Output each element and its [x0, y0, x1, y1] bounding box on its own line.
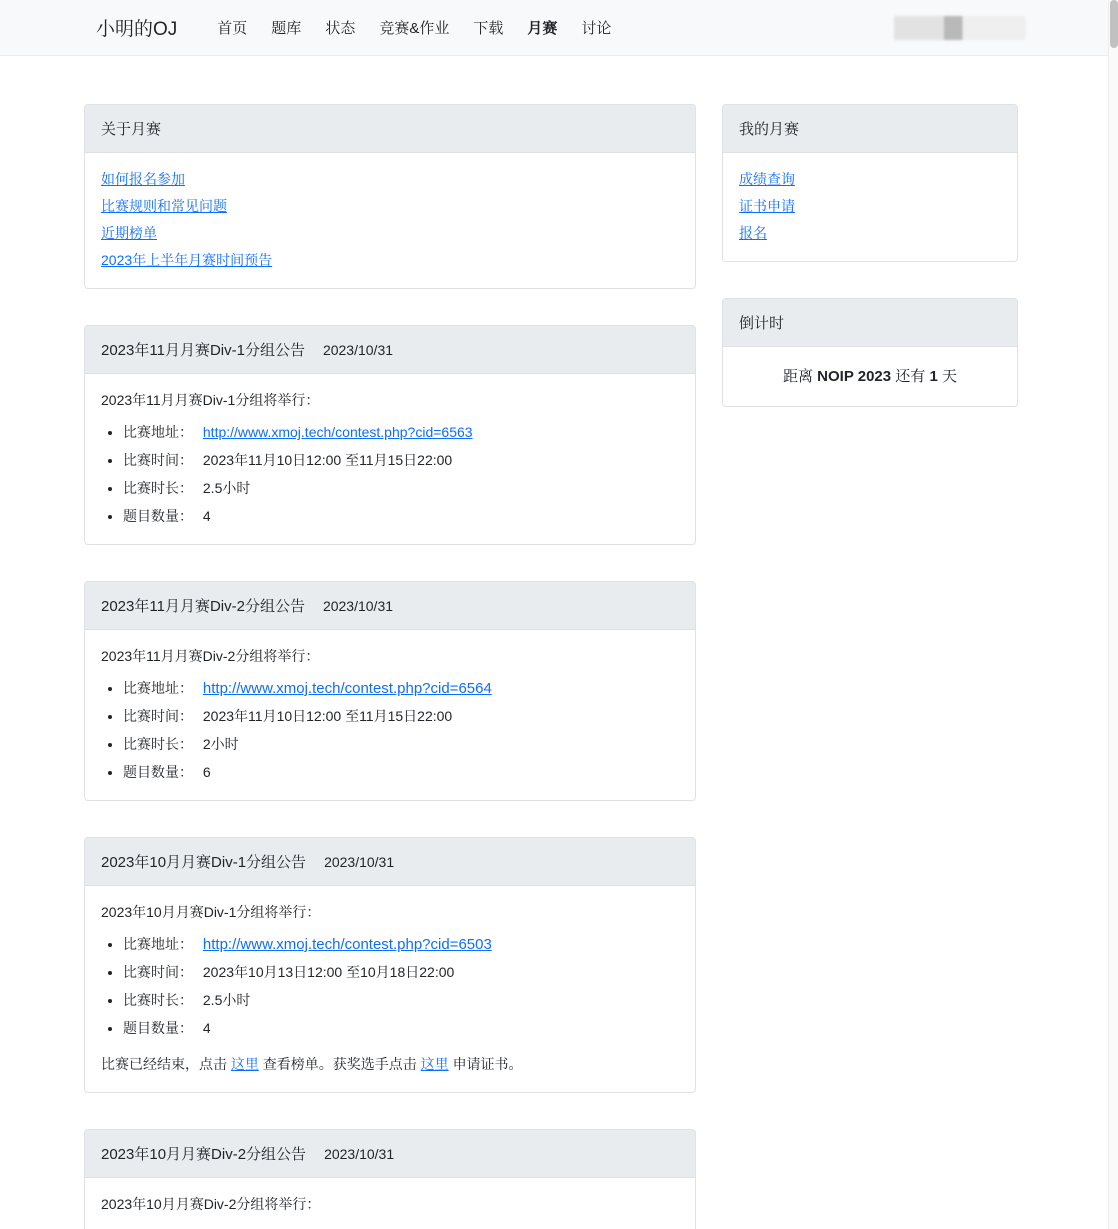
- detail-count: [123, 1018, 679, 1038]
- nav-item-contest-homework[interactable]: 竞赛&作业: [379, 20, 450, 37]
- about-card-title: 关于月赛: [101, 121, 162, 138]
- detail-time-label: 比赛时间：: [123, 452, 193, 468]
- detail-time: [123, 962, 679, 982]
- detail-time-value: 2023年11月10日12:00 至11月15日22:00: [202, 452, 453, 468]
- user-account-redacted[interactable]: [894, 16, 1026, 40]
- announcement-body: [85, 886, 695, 1092]
- detail-duration-value: 2.5小时: [202, 480, 251, 496]
- contest-url-link[interactable]: http://www.xmoj.tech/contest.php?cid=6563: [202, 424, 473, 440]
- announcement-footer: [101, 1054, 679, 1074]
- announcement-body: [85, 630, 695, 800]
- about-card-header: [85, 105, 695, 153]
- countdown-days: 1: [929, 368, 938, 385]
- detail-address: [123, 678, 679, 698]
- nav-item-problems[interactable]: 题库: [271, 20, 302, 37]
- announcement-intro: 2023年11月月赛Div-2分组将举行：: [101, 648, 320, 664]
- navbar-items: [205, 9, 623, 46]
- detail-count: [123, 506, 679, 526]
- about-link-recent-rank[interactable]: 近期榜单: [101, 225, 157, 241]
- footer-text-part3: 申请证书。: [452, 1056, 523, 1072]
- detail-count-label: 题目数量：: [123, 764, 193, 780]
- footer-certificate-link[interactable]: 这里: [420, 1056, 449, 1072]
- detail-address-label: 比赛地址：: [123, 936, 193, 952]
- side-column: [722, 104, 1018, 443]
- announcement-card: [84, 1129, 696, 1229]
- announcement-date: 2023/10/31: [324, 1146, 395, 1162]
- my-contest-header: [723, 105, 1017, 153]
- nav-item-monthly-contest[interactable]: 月赛: [527, 20, 558, 37]
- countdown-header: [723, 299, 1017, 347]
- announcement-title: 2023年11月月赛Div-2分组公告: [101, 598, 305, 615]
- detail-duration-label: 比赛时长：: [123, 992, 193, 1008]
- countdown-middle: 还有: [895, 368, 926, 385]
- countdown-title: 倒计时: [739, 315, 785, 332]
- my-contest-card: [722, 104, 1018, 262]
- detail-time-value: 2023年10月13日12:00 至10月18日22:00: [202, 964, 455, 980]
- detail-duration: [123, 990, 679, 1010]
- countdown-suffix: 天: [942, 368, 958, 385]
- announcement-detail-list: [101, 934, 679, 1038]
- footer-text-part1: 比赛已经结束，点击: [101, 1056, 227, 1072]
- my-contest-title: 我的月赛: [739, 121, 800, 138]
- announcement-body: [85, 1178, 695, 1229]
- announcement-card: [84, 581, 696, 801]
- countdown-body: [723, 347, 1017, 406]
- announcement-title: 2023年11月月赛Div-1分组公告: [101, 342, 305, 359]
- main-column: [84, 104, 696, 1229]
- detail-count-value: 6: [202, 764, 211, 780]
- announcement-title: 2023年10月月赛Div-2分组公告: [101, 1146, 307, 1163]
- my-contest-link-register[interactable]: 报名: [739, 225, 767, 241]
- announcement-date: 2023/10/31: [322, 598, 394, 614]
- page-scrollbar[interactable]: [1108, 0, 1118, 1229]
- detail-duration-value: 2.5小时: [202, 992, 251, 1008]
- about-link-how-to-register[interactable]: 如何报名参加: [101, 171, 185, 187]
- detail-count-label: 题目数量：: [123, 1020, 193, 1036]
- announcement-card: [84, 325, 696, 545]
- navbar-user-area: [894, 16, 1026, 40]
- detail-duration-label: 比赛时长：: [123, 480, 193, 496]
- announcement-intro: 2023年10月月赛Div-1分组将举行：: [101, 904, 321, 920]
- detail-time: [123, 706, 679, 726]
- announcement-header: [85, 838, 695, 886]
- my-contest-link-certificate-apply[interactable]: 证书申请: [739, 198, 795, 214]
- announcement-body: [85, 374, 695, 544]
- countdown-card: [722, 298, 1018, 407]
- detail-time-value: 2023年11月10日12:00 至11月15日22:00: [202, 708, 453, 724]
- about-card-body: [85, 153, 695, 288]
- detail-count-value: 4: [202, 508, 211, 524]
- site-brand[interactable]: 小明的OJ: [96, 19, 178, 40]
- announcement-card: [84, 837, 696, 1093]
- detail-count-value: 4: [202, 1020, 211, 1036]
- announcement-intro: 2023年11月月赛Div-1分组将举行：: [101, 392, 320, 408]
- countdown-event: NOIP 2023: [817, 368, 892, 385]
- detail-time-label: 比赛时间：: [123, 964, 193, 980]
- detail-duration-value: 2小时: [202, 736, 239, 752]
- announcement-intro: 2023年10月月赛Div-2分组将举行：: [101, 1196, 321, 1212]
- detail-address: [123, 422, 679, 442]
- detail-address-label: 比赛地址：: [123, 680, 193, 696]
- footer-rank-link[interactable]: 这里: [230, 1056, 259, 1072]
- countdown-prefix: 距离: [782, 368, 813, 385]
- contest-url-link[interactable]: http://www.xmoj.tech/contest.php?cid=6503: [202, 936, 492, 953]
- about-card: [84, 104, 696, 289]
- detail-address: [123, 934, 679, 954]
- detail-time: [123, 450, 679, 470]
- nav-item-home[interactable]: 首页: [217, 20, 248, 37]
- page-content: [0, 56, 1108, 1229]
- detail-duration: [123, 734, 679, 754]
- my-contest-link-score-query[interactable]: 成绩查询: [739, 171, 795, 187]
- navbar: [0, 0, 1108, 56]
- announcement-date: 2023/10/31: [322, 342, 394, 358]
- contest-url-link[interactable]: http://www.xmoj.tech/contest.php?cid=6564: [202, 680, 492, 697]
- nav-item-discuss[interactable]: 讨论: [581, 20, 612, 37]
- nav-item-status[interactable]: 状态: [325, 20, 356, 37]
- announcement-header: [85, 1130, 695, 1178]
- detail-count: [123, 762, 679, 782]
- announcement-title: 2023年10月月赛Div-1分组公告: [101, 854, 307, 871]
- about-link-schedule-2023h1[interactable]: 2023年上半年月赛时间预告: [101, 252, 273, 268]
- detail-duration-label: 比赛时长：: [123, 736, 193, 752]
- about-link-rules-faq[interactable]: 比赛规则和常见问题: [101, 198, 227, 214]
- announcement-detail-list: [101, 422, 679, 526]
- announcement-date: 2023/10/31: [324, 854, 395, 870]
- detail-address-label: 比赛地址：: [123, 424, 193, 440]
- detail-count-label: 题目数量：: [123, 508, 193, 524]
- announcement-header: [85, 582, 695, 630]
- detail-time-label: 比赛时间：: [123, 708, 193, 724]
- footer-text-part2: 查看榜单。获奖选手点击: [262, 1056, 417, 1072]
- detail-duration: [123, 478, 679, 498]
- my-contest-body: [723, 153, 1017, 261]
- scrollbar-thumb[interactable]: [1110, 0, 1118, 48]
- nav-item-download[interactable]: 下载: [473, 20, 504, 37]
- announcement-detail-list: [101, 678, 679, 782]
- announcement-header: [85, 326, 695, 374]
